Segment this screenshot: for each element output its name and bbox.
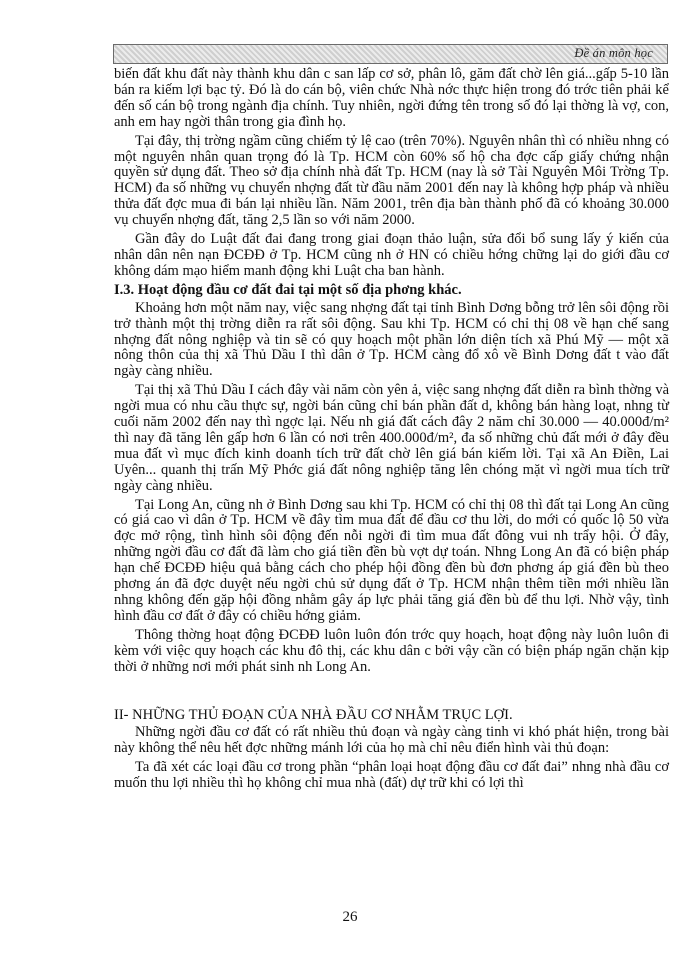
page-number: 26 (342, 909, 358, 925)
header-title: Đề án môn học (574, 46, 653, 60)
paragraph: Ta đã xét các loại đầu cơ trong phần “phân loại hoạt động đầu cơ đất đai” nhng nhà đầu cơ muốn thu lợi nhiều thì họ không chỉ mua nhà (đất) dự trữ khi có lợi thì (114, 759, 669, 792)
paragraph: Khoảng hơn một năm nay, việc sang nhợng đất tại tỉnh Bình Dơng bỗng trở lên sôi động rồi trở thành một thị trờng diễn ra rất sôi động. Sau khi Tp. HCM có chỉ thị 08 về hạn chế sang nhợng đất nông nghiệp và tin sẽ có quy hoạch một phần lớn diện tích xã Phú Mỹ — một xã nông thôn của thị xã Thủ Dầu I thì dân ở Tp. HCM càng đổ xô về Bình Dơng đất t vào đất ngày càng nhiều. (114, 299, 669, 380)
paragraph: Gần đây do Luật đất đai đang trong giai đoạn thảo luận, sửa đổi bổ sung lấy ý kiến của nhân dân nên nạn ĐCĐĐ ở Tp. HCM cũng nh ở HN có chiều hớng chững lại do giới đầu cơ không dám mạo hiểm manh động khi Luật cha ban hành. (114, 231, 669, 279)
page-header (113, 44, 668, 64)
section-heading: I.3. Hoạt động đầu cơ đất đai tại một số địa phơng khác. (114, 281, 462, 298)
paragraph: Tại đây, thị trờng ngầm cũng chiếm tỷ lệ cao (trên 70%). Nguyên nhân thì có nhiều nhng có một nguyên nhân quan trọng đó là Tp. HCM còn 60% số hộ cha đợc cấp giấy chứng nhận quyền sử dụng đất. Theo sở địa chính nhà đất Tp. HCM (nay là sở Tài Nguyên Môi Trờng Tp. HCM) đa số những vụ chuyển nhợng đất từ đầu năm 2001 đến nay là không hợp pháp và nhiều thửa đất đợc mua đi bán lại nhiều lần. Năm 2001, trên địa bàn thành phố đã có khoảng 30.000 vụ chuyển nhợng đất, tăng 2,5 lần so với năm 2000. (114, 132, 669, 229)
paragraph: Thông thờng hoạt động ĐCĐĐ luôn luôn đón trớc quy hoạch, hoạt động này luôn luôn đi kèm với việc quy hoạch các khu đô thị, các khu dân c bởi vậy cần có biện pháp ngăn chặn kịp thời ở những nơi mới phát sinh nh Long An. (114, 626, 669, 675)
document-body (114, 67, 669, 795)
paragraph: Tại Long An, cũng nh ở Bình Dơng sau khi Tp. HCM có chỉ thị 08 thì đất tại Long An cũng có giá cao vì dân ở Tp. HCM về đây tìm mua đất để đầu cơ thu lời, do mới có quốc lộ 50 vừa đợc mở rộng, tình hình sôi động đến nỗi ngời đi tìm mua đất đông vui nh trẩy hội. Ở đây, những ngời đầu cơ đất đã làm cho giá tiền đền bù vợt dự toán. Nhng Long An đã có biện pháp hạn chế ĐCĐĐ hiệu quả bằng cách cho phép hội đồng đền bù đơn phơng áp giá đền bù theo phơng án đã đợc duyệt nếu ngời chủ sử dụng đất ở Tp. HCM nhận thêm tiền mới nhiều lần nhng không đến gặp hội đồng nhằm gây áp lực phải tăng giá đền bù để thu lợi. Nhờ vậy, tình hình đầu cơ đất ở đây có chiều hớng giảm. (114, 496, 669, 624)
paragraph: Tại thị xã Thủ Dầu I cách đây vài năm còn yên ả, việc sang nhợng đất diễn ra bình thờng và ngời mua có nhu cầu thực sự, ngời bán cũng chỉ bán phần đất d, không bán hàng loạt, nhng từ cuối năm 2002 đến nay thì ngợc lại. Nếu nh giá đất cách đây 2 năm chỉ 30.000 — 40.000đ/m² thì nay đã tăng lên gấp hơn 6 lần có nơi trên 400.000đ/m², đa số những chủ đất mới ở đây đều mua đất vì mục đích kinh doanh tích trữ đất chờ lên giá bán kiếm lời. Tại xã An Điền, Lai Uyên... quanh thị trấn Mỹ Phớc giá đất nông nghiệp tăng lên chóng mặt vì ngời mua tích trữ ngày càng nhiều. (114, 382, 669, 494)
section-heading: II- NHỮNG THỦ ĐOẠN CỦA NHÀ ĐẦU CƠ NHẰM TRỤC LỢI. (114, 706, 513, 723)
paragraph: Những ngời đầu cơ đất có rất nhiều thủ đoạn và ngày càng tinh vi khó phát hiện, trong bài này không thể nêu hết đợc những mánh lới của họ mà chỉ nêu điển hình vài thủ đoạn: (114, 724, 669, 757)
paragraph: biến đất khu đất này thành khu dân c san lấp cơ sở, phân lô, găm đất chờ lên giá...gấp 5-10 lần bán ra kiếm lợi bạc tỷ. Đó là do cán bộ, viên chức Nhà nớc thực hiện trong đó trớc tiên phải kể đến số cán bộ trong ngành địa chính. Tuy nhiên, ngời đứng tên trong số đó lại thờng là vợ, con, anh em hay ngời thân trong gia đình họ. (114, 66, 669, 130)
